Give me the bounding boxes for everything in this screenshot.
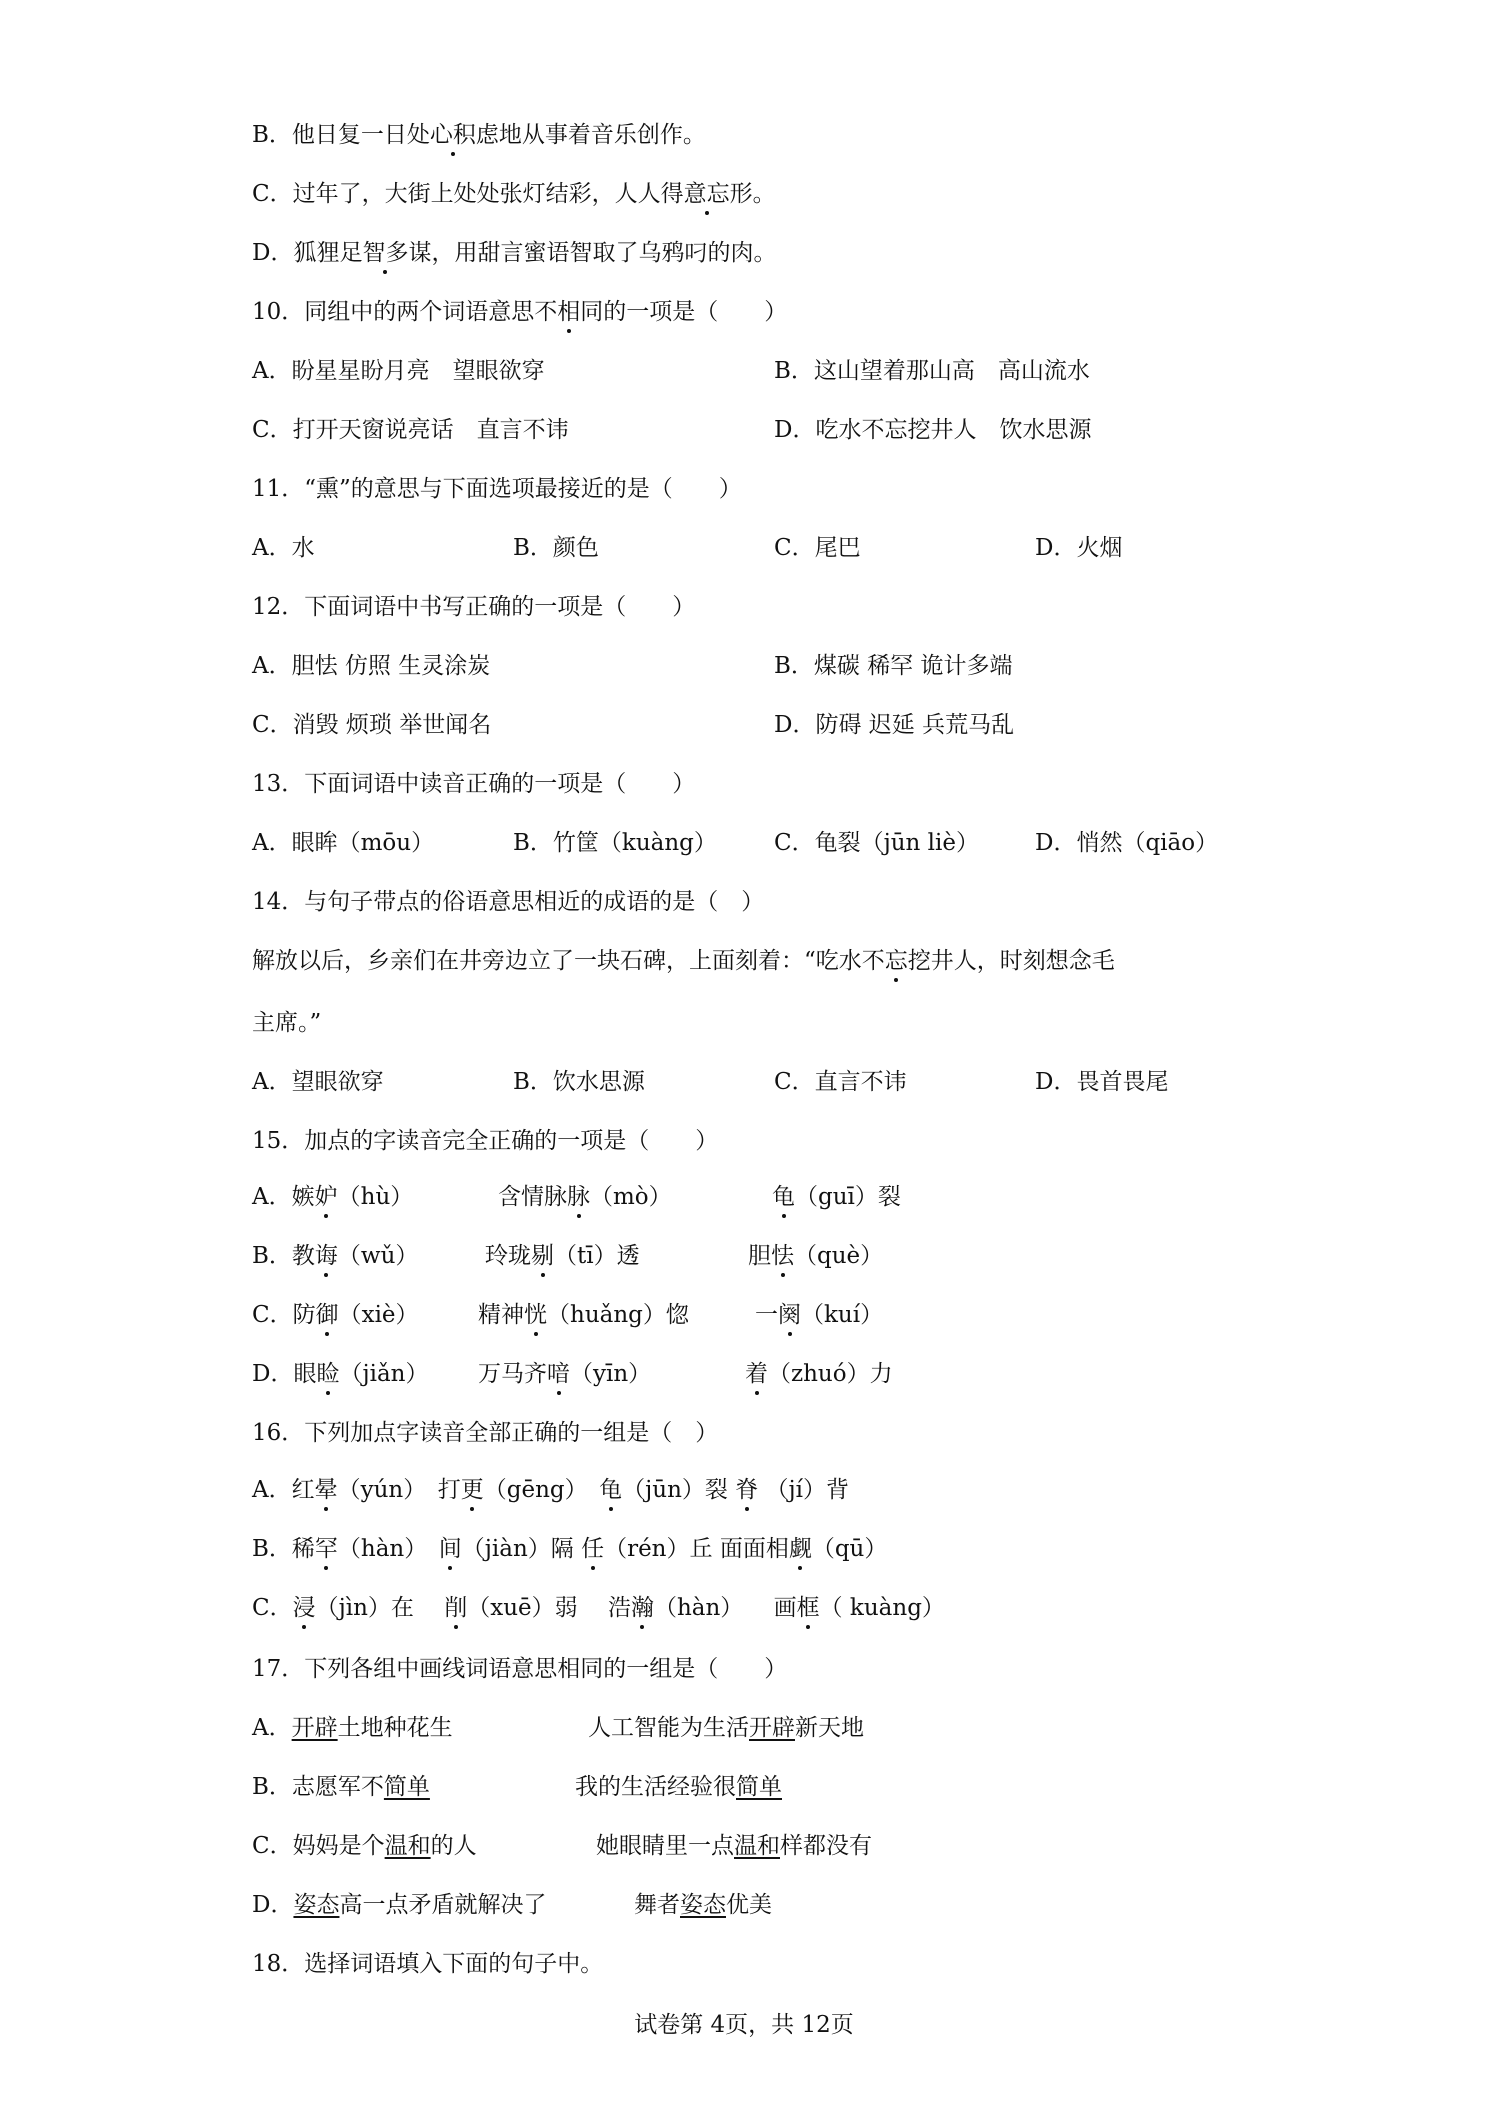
q12-option-a: A．胆怯 仿照 生灵涂炭 [252, 653, 491, 679]
q14-option-d: D．畏首畏尾 [1035, 1069, 1169, 1095]
q17-c-item1: C．妈妈是个温和的人 [252, 1833, 477, 1859]
q17-b-item1: B．志愿军不简单 [252, 1774, 430, 1800]
q11-option-b: B．颜色 [513, 535, 599, 561]
q17-a-item2: 人工智能为生活开辟新天地 [588, 1715, 864, 1741]
page-footer: 试卷第 4页，共 12页 [634, 2012, 854, 2038]
q13-option-a: A．眼眸（mōu） [252, 830, 435, 856]
q15-c-item1: C．防御（xiè） [252, 1302, 419, 1328]
q14-option-a: A．望眼欲穿 [252, 1069, 384, 1095]
q17-stem: 17．下列各组中画线词语意思相同的一组是（ ） [252, 1656, 788, 1682]
q12-option-b: B．煤碳 稀罕 诡计多端 [774, 653, 1013, 679]
q15-stem: 15．加点的字读音完全正确的一项是（ ） [252, 1128, 719, 1154]
q15-d-item3: 着（zhuó）力 [745, 1361, 893, 1387]
q17-c-item2: 她眼睛里一点温和样都没有 [596, 1833, 872, 1859]
q16-option-c: C．浸（jìn）在 削（xuē）弱 浩瀚（hàn） 画框（ kuàng） [252, 1595, 945, 1621]
q15-d-item2: 万马齐喑（yīn） [478, 1361, 652, 1387]
q17-b-item2: 我的生活经验很简单 [575, 1774, 782, 1800]
q12-option-d: D．防碍 迟延 兵荒马乱 [774, 712, 1015, 738]
q10-option-d: D．吃水不忘挖井人 饮水思源 [774, 417, 1092, 443]
q12-stem: 12．下面词语中书写正确的一项是（ ） [252, 594, 696, 620]
q10-option-a: A．盼星星盼月亮 望眼欲穿 [252, 358, 545, 384]
q15-c-item3: 一阕（kuí） [755, 1302, 884, 1328]
q14-option-c: C．直言不讳 [774, 1069, 907, 1095]
q15-d-item1: D．眼睑（jiǎn） [252, 1361, 429, 1387]
q11-stem: 11．“熏”的意思与下面选项最接近的是（ ） [252, 476, 742, 502]
q15-b-item3: 胆怯（què） [748, 1243, 884, 1269]
q18-stem: 18．选择词语填入下面的句子中。 [252, 1951, 604, 1977]
q12-option-c: C．消毁 烦琐 举世闻名 [252, 712, 492, 738]
q15-a-item2: 含情脉脉（mò） [498, 1184, 672, 1210]
q16-option-a: A．红晕（yún） 打更（gēng） 龟（jūn）裂 脊 （jí）背 [252, 1477, 850, 1503]
q13-option-d: D．悄然（qiāo） [1035, 830, 1219, 856]
q16-stem: 16．下列加点字读音全部正确的一组是（ ） [252, 1420, 719, 1446]
q9-option-c: C．过年了，大街上处处张灯结彩，人人得意忘形。 [252, 181, 776, 207]
q17-a-item1: A．开辟土地种花生 [252, 1715, 453, 1741]
q11-option-a: A．水 [252, 535, 315, 561]
q16-option-b: B．稀罕（hàn） 间（jiàn）隔 任（rén）丘 面面相觑（qū） [252, 1536, 888, 1562]
q14-option-b: B．饮水思源 [513, 1069, 645, 1095]
q10-option-c: C．打开天窗说亮话 直言不讳 [252, 417, 569, 443]
q14-sentence-cont: 主席。” [252, 1010, 322, 1036]
q17-d-item2: 舞者姿态优美 [634, 1892, 772, 1918]
q9-option-d: D．狐狸足智多谋，用甜言蜜语智取了乌鸦叼的肉。 [252, 240, 777, 266]
q13-stem: 13．下面词语中读音正确的一项是（ ） [252, 771, 696, 797]
q10-option-b: B．这山望着那山高 高山流水 [774, 358, 1090, 384]
q14-stem: 14．与句子带点的俗语意思相近的成语的是（ ） [252, 889, 765, 915]
q10-stem: 10．同组中的两个词语意思不相同的一项是（ ） [252, 299, 788, 325]
q15-b-item2: 玲珑剔（tī）透 [485, 1243, 640, 1269]
q13-option-c: C．龟裂（jūn liè） [774, 830, 979, 856]
q11-option-d: D．火烟 [1035, 535, 1123, 561]
q15-a-item3: 龟（guī）裂 [772, 1184, 901, 1210]
q14-sentence: 解放以后，乡亲们在井旁边立了一块石碑，上面刻着：“吃水不忘挖井人，时刻想念毛 [252, 948, 1115, 974]
q17-d-item1: D．姿态高一点矛盾就解决了 [252, 1892, 547, 1918]
q11-option-c: C．尾巴 [774, 535, 861, 561]
q15-c-item2: 精神恍（huǎng）惚 [478, 1302, 689, 1328]
q9-option-b: B．他日复一日处心积虑地从事着音乐创作。 [252, 122, 706, 148]
q15-a-item1: A．嫉妒（hù） [252, 1184, 414, 1210]
q15-b-item1: B．教诲（wǔ） [252, 1243, 419, 1269]
q13-option-b: B．竹筐（kuàng） [513, 830, 717, 856]
